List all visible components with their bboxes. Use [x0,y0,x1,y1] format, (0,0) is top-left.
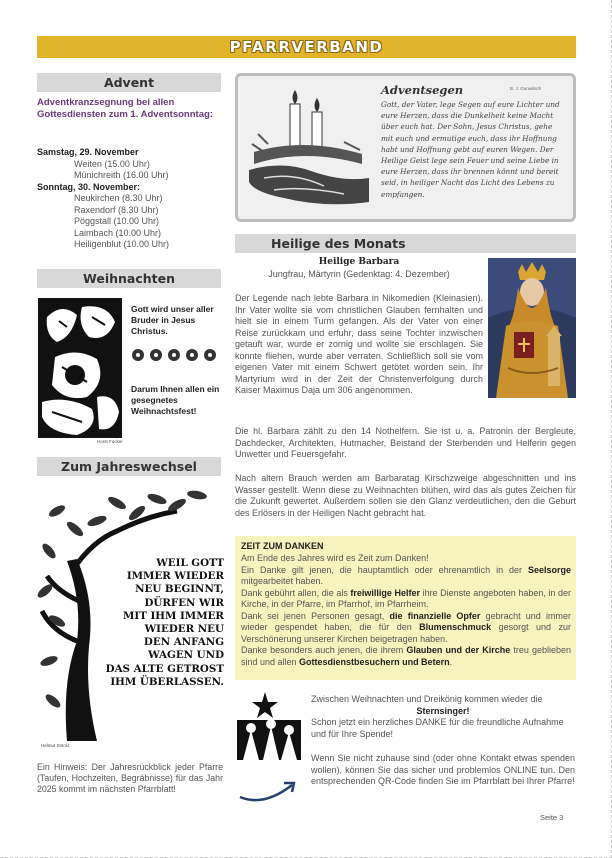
advent-intro: Adventkranzsegnung bei allen Gottesdiensten zum 1. Adventsonntag: [37,97,213,120]
adventsegen-text: Gott, der Vater, lege Segen auf eure Lichter und eure Herzen, dass die Dunkelheit keine Macht über euch hat. Der Sohn, Jesus Christus, gehe mit euch und ermutige euch, dass ihr Hoffnung habt und Hoffnung gebt auf euren Wegen. Der Heilige Geist lege sein Feuer und seine Liebe in eure Herzen, dass ihr brennen könnt und bereit seid, in heiliger Nacht das Licht des Lebens zu empfangen. [381,100,560,199]
sunday-item: Neukirchen (8.30 Uhr) [74,193,163,203]
poem-line: WIEDER NEU [144,623,224,636]
sunday-item: Laimbach (10.00 Uhr) [74,227,162,238]
page-number: Seite 3 [540,813,564,822]
sternsinger-line-3: Wenn Sie nicht zuhause sind (oder ohne Kontakt etwas spenden wollen), können Sie das sicher und problemlos ONLINE tun. Den entsprechenden QR-Code finden Sie im Pfarrblatt bei Ihrer Pfarre! [311,753,575,786]
saturday-label: Samstag, 29. November [37,147,139,157]
sunday-item: Heiligenblut (10.00 Uhr) [74,239,170,249]
jahresrueckblick-hint: Ein Hinweis: Der Jahresrückblick jeder Pfarre (Taufen, Hochzeiten, Begräbnisse) für das Jahr 2025 kommt im nächsten Pfarrblatt! [37,762,223,795]
candle-hands-image [244,82,372,208]
adventsegen-author: B. J. Gunwitsch [510,86,542,91]
poem-line: IMMER WIEDER [126,570,224,583]
weihnachten-text-1: Gott wird unser aller Bruder in Jesus Christus. [131,304,214,336]
sternsinger-line-1: Zwischen Weihnachten und Dreikönig kommen wieder die [311,694,543,704]
saturday-item: Weiten (15.00 Uhr) [74,158,150,169]
poem-line: DÜRFEN WIR [144,596,224,609]
heilige-paragraph-2: Die hl. Barbara zählt zu den 14 Nothelfern. Sie ist u. a. Patronin der Bergleute, Dachdecker, Architekten, Hutmacher, Beistand der Sterbenden und Helferin gegen Unwetter und Feuersgefahr. [235,426,576,459]
poem-line: IHM ÜBERLASSEN. [110,675,224,688]
heilige-paragraph-1: Der Legende nach lebte Barbara in Nikomedien (Kleinasien). Ihr Vater wollte sie vom christlichen Glauben fernhalten und hielt sie in einem Turm gefangen. Als der Vater von einer Reise zurückkam und erfuhr, dass seine Tochter inzwischen getauft war, wurde er zornig und wollte sie erschlagen. Sie konnte fliehen, wurde aber verraten. Schließlich soll sie vom eigenen Vater mit einem Schwert getötet worden sein. Ihr Martyrium wird in der Zeit der Christenverfolgung durch Kaiser Maximus Daja um 306 angenommen. [235,293,483,395]
nativity-woodcut-image [37,297,123,445]
poem-line: DEN ANFANG [143,636,224,649]
sternsinger-line-2: Schon jetzt ein herzliches DANKE für die freundliche Aufnahme und für Ihre Spende! [311,717,564,739]
sternsinger-star-image [233,690,305,762]
poem-line: MIT IHM IMMER [122,609,224,622]
poem-line: WAGEN UND [148,649,224,662]
jahreswechsel-heading: Zum Jahreswechsel [37,457,221,476]
weihnachten-text-2: Darum Ihnen allen ein gesegnetes Weihnachtsfest! [131,384,220,416]
poem-line: NEU BEGINNT, [135,583,224,596]
header-banner [37,36,576,58]
tree-credit: Helmut Stöckl [41,743,69,748]
ornament-divider-icon [131,348,221,362]
danken-title: ZEIT ZUM DANKEN [241,541,324,551]
banner-title: PFARRVERBAND [229,38,384,56]
heilige-name: Heilige Barbara [318,257,400,267]
woodcut-credit: Horst Fucker [97,439,123,444]
poem-line: DAS ALTE GETROST [105,662,224,675]
sunday-item: Pöggstall (10.00 Uhr) [74,216,160,226]
saint-barbara-image [488,258,576,398]
danken-line: Ein Danke gilt jenen, die hauptamtlich oder ehrenamtlich in der Seelsorge mitgearbeitet haben. [241,564,571,586]
saturday-item: Münichreith (16.00 Uhr) [74,170,169,180]
danken-line: Dank sei jenen Personen gesagt, die finanzielle Opfer gebracht und immer wieder gespendet haben, die für den Blumenschmuck gesorgt und zur Verschönerung unserer Kirchen beigetragen haben. [241,610,571,644]
heilige-heading: Heilige des Monats [235,234,576,253]
danken-line: Danke besonders auch jenen, die ihrem Glauben und der Kirche treu geblieben sind und allen Gottesdienstbesuchern und Betern. [241,645,572,667]
heilige-subtitle: Jungfrau, Märtyrin (Gedenktag: 4. Dezember) [268,269,450,279]
advent-heading: Advent [37,73,221,92]
danken-text [241,553,571,668]
poem-line: WEIL GOTT [156,557,224,569]
danken-line: Am Ende des Jahres wird es Zeit zum Danken! [241,553,429,563]
danken-line: Dank gebührt allen, die als freiwillige Helfer ihre Dienste angeboten haben, in der Kirche, in der Pfarre, im Pfarrhof, im Pfarrheim. [241,587,572,609]
sternsinger-bold: Sternsinger! [416,706,470,716]
weihnachten-heading: Weihnachten [37,269,221,288]
jahreswechsel-poem [82,557,224,689]
curved-arrow-icon [236,777,300,803]
adventsegen-title: Adventsegen [381,83,464,97]
sunday-label: Sonntag, 30. November: [37,181,141,192]
sunday-item: Raxendorf (8.30 Uhr) [74,204,159,215]
advent-schedule [37,147,221,251]
heilige-paragraph-3: Nach altem Brauch werden am Barbaratag Kirschzweige abgeschnitten und ins Wasser gestellt. Wenn diese zu Weihnachten blühen, wird das als gutes Zeichen für die Zukunft gewertet. Außerdem sollen sie den Glanz verdeutlichen, den die Geburt des Erlösers in der Heiligen Nacht gebracht hat. [235,473,576,518]
